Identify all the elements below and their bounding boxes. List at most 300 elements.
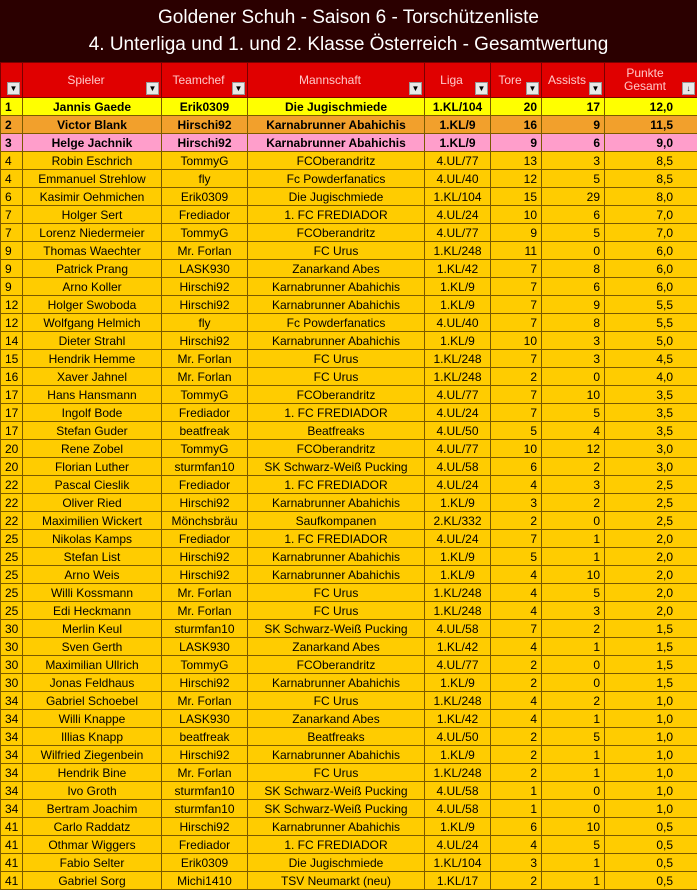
cell-assists: 3	[542, 602, 605, 620]
cell-rank: 9	[1, 260, 23, 278]
cell-teamchef: Mr. Forlan	[162, 242, 248, 260]
cell-mannschaft: Beatfreaks	[248, 728, 425, 746]
cell-tore: 1	[491, 782, 542, 800]
cell-liga: 1.KL/248	[425, 692, 491, 710]
cell-rank: 9	[1, 242, 23, 260]
table-row	[1, 584, 697, 602]
table-row	[1, 242, 697, 260]
cell-mannschaft: FC Urus	[248, 602, 425, 620]
filter-dropdown-icon[interactable]: ▼	[475, 82, 488, 95]
cell-liga: 1.KL/248	[425, 242, 491, 260]
cell-assists: 0	[542, 800, 605, 818]
cell-mannschaft: FCOberandritz	[248, 152, 425, 170]
cell-spieler: Bertram Joachim	[23, 800, 162, 818]
cell-liga: 4.UL/24	[425, 530, 491, 548]
cell-teamchef: fly	[162, 170, 248, 188]
cell-rank: 30	[1, 674, 23, 692]
cell-spieler: Emmanuel Strehlow	[23, 170, 162, 188]
cell-punkte: 2,5	[605, 494, 697, 512]
cell-teamchef: sturmfan10	[162, 458, 248, 476]
cell-punkte: 2,5	[605, 476, 697, 494]
cell-teamchef: Frediador	[162, 476, 248, 494]
cell-tore: 7	[491, 404, 542, 422]
cell-teamchef: sturmfan10	[162, 782, 248, 800]
cell-spieler: Maximilien Wickert	[23, 512, 162, 530]
cell-mannschaft: FCOberandritz	[248, 440, 425, 458]
cell-assists: 9	[542, 296, 605, 314]
cell-assists: 12	[542, 440, 605, 458]
cell-teamchef: Frediador	[162, 206, 248, 224]
cell-teamchef: Michi1410	[162, 872, 248, 890]
cell-rank: 34	[1, 728, 23, 746]
filter-dropdown-icon[interactable]: ▼	[7, 82, 20, 95]
table-row	[1, 656, 697, 674]
cell-punkte: 2,0	[605, 584, 697, 602]
cell-rank: 41	[1, 818, 23, 836]
cell-rank: 14	[1, 332, 23, 350]
cell-mannschaft: 1. FC FREDIADOR	[248, 530, 425, 548]
cell-mannschaft: Karnabrunner Abahichis	[248, 746, 425, 764]
cell-rank: 7	[1, 206, 23, 224]
cell-spieler: Wilfried Ziegenbein	[23, 746, 162, 764]
cell-punkte: 0,5	[605, 854, 697, 872]
cell-tore: 4	[491, 602, 542, 620]
cell-assists: 0	[542, 674, 605, 692]
cell-rank: 25	[1, 602, 23, 620]
cell-rank: 25	[1, 548, 23, 566]
cell-teamchef: TommyG	[162, 440, 248, 458]
cell-tore: 2	[491, 764, 542, 782]
table-row	[1, 728, 697, 746]
cell-mannschaft: Karnabrunner Abahichis	[248, 332, 425, 350]
cell-tore: 3	[491, 494, 542, 512]
cell-rank: 17	[1, 404, 23, 422]
cell-mannschaft: 1. FC FREDIADOR	[248, 476, 425, 494]
cell-tore: 3	[491, 854, 542, 872]
cell-tore: 5	[491, 548, 542, 566]
cell-rank: 2	[1, 116, 23, 134]
cell-tore: 7	[491, 296, 542, 314]
cell-liga: 4.UL/77	[425, 224, 491, 242]
cell-rank: 34	[1, 692, 23, 710]
cell-assists: 3	[542, 332, 605, 350]
table-row	[1, 98, 697, 116]
cell-tore: 6	[491, 818, 542, 836]
cell-punkte: 4,5	[605, 350, 697, 368]
cell-liga: 1.KL/104	[425, 98, 491, 116]
cell-tore: 1	[491, 800, 542, 818]
cell-teamchef: Hirschi92	[162, 746, 248, 764]
cell-assists: 1	[542, 638, 605, 656]
cell-liga: 4.UL/77	[425, 152, 491, 170]
cell-liga: 1.KL/248	[425, 350, 491, 368]
cell-mannschaft: Saufkompanen	[248, 512, 425, 530]
table-row	[1, 512, 697, 530]
cell-teamchef: Hirschi92	[162, 116, 248, 134]
cell-assists: 8	[542, 314, 605, 332]
cell-punkte: 7,0	[605, 224, 697, 242]
cell-liga: 4.UL/50	[425, 422, 491, 440]
cell-rank: 30	[1, 656, 23, 674]
cell-spieler: Maximilian Ullrich	[23, 656, 162, 674]
cell-assists: 10	[542, 818, 605, 836]
cell-mannschaft: FC Urus	[248, 584, 425, 602]
filter-dropdown-icon[interactable]: ▼	[232, 82, 245, 95]
cell-assists: 17	[542, 98, 605, 116]
cell-spieler: Florian Luther	[23, 458, 162, 476]
cell-liga: 1.KL/9	[425, 332, 491, 350]
table-row	[1, 296, 697, 314]
cell-mannschaft: Zanarkand Abes	[248, 638, 425, 656]
cell-mannschaft: TSV Neumarkt (neu)	[248, 872, 425, 890]
cell-spieler: Gabriel Schoebel	[23, 692, 162, 710]
cell-tore: 4	[491, 692, 542, 710]
cell-punkte: 7,0	[605, 206, 697, 224]
table-row	[1, 206, 697, 224]
cell-liga: 4.UL/58	[425, 800, 491, 818]
cell-mannschaft: FC Urus	[248, 764, 425, 782]
cell-rank: 41	[1, 836, 23, 854]
cell-assists: 1	[542, 530, 605, 548]
cell-rank: 7	[1, 224, 23, 242]
cell-tore: 10	[491, 206, 542, 224]
cell-liga: 4.UL/24	[425, 836, 491, 854]
cell-spieler: Arno Koller	[23, 278, 162, 296]
cell-assists: 5	[542, 224, 605, 242]
col-punkte-header: Punkte Gesamt ↓	[605, 63, 697, 98]
cell-rank: 9	[1, 278, 23, 296]
cell-assists: 3	[542, 476, 605, 494]
cell-rank: 25	[1, 530, 23, 548]
cell-punkte: 1,0	[605, 764, 697, 782]
cell-rank: 22	[1, 476, 23, 494]
cell-tore: 9	[491, 134, 542, 152]
cell-assists: 6	[542, 134, 605, 152]
cell-teamchef: sturmfan10	[162, 800, 248, 818]
cell-rank: 41	[1, 872, 23, 890]
cell-teamchef: Hirschi92	[162, 296, 248, 314]
cell-spieler: Hendrik Hemme	[23, 350, 162, 368]
table-row	[1, 854, 697, 872]
cell-spieler: Oliver Ried	[23, 494, 162, 512]
cell-liga: 4.UL/58	[425, 458, 491, 476]
cell-tore: 5	[491, 422, 542, 440]
cell-spieler: Carlo Raddatz	[23, 818, 162, 836]
cell-mannschaft: Karnabrunner Abahichis	[248, 566, 425, 584]
cell-rank: 20	[1, 458, 23, 476]
table-row	[1, 746, 697, 764]
filter-dropdown-icon[interactable]: ▼	[589, 82, 602, 95]
cell-assists: 6	[542, 206, 605, 224]
table-row	[1, 170, 697, 188]
cell-assists: 1	[542, 854, 605, 872]
cell-teamchef: fly	[162, 314, 248, 332]
cell-liga: 4.UL/77	[425, 440, 491, 458]
cell-teamchef: Mr. Forlan	[162, 368, 248, 386]
cell-assists: 1	[542, 710, 605, 728]
cell-liga: 4.UL/77	[425, 656, 491, 674]
table-row	[1, 458, 697, 476]
cell-punkte: 2,5	[605, 512, 697, 530]
cell-liga: 4.UL/24	[425, 404, 491, 422]
cell-teamchef: Frediador	[162, 530, 248, 548]
cell-mannschaft: Die Jugischmiede	[248, 98, 425, 116]
cell-spieler: Holger Sert	[23, 206, 162, 224]
cell-teamchef: sturmfan10	[162, 620, 248, 638]
cell-spieler: Othmar Wiggers	[23, 836, 162, 854]
cell-tore: 2	[491, 872, 542, 890]
cell-rank: 12	[1, 314, 23, 332]
cell-mannschaft: Zanarkand Abes	[248, 260, 425, 278]
cell-teamchef: beatfreak	[162, 422, 248, 440]
cell-tore: 2	[491, 674, 542, 692]
cell-liga: 1.KL/248	[425, 368, 491, 386]
cell-rank: 6	[1, 188, 23, 206]
cell-tore: 16	[491, 116, 542, 134]
cell-teamchef: Hirschi92	[162, 332, 248, 350]
cell-spieler: Arno Weis	[23, 566, 162, 584]
cell-assists: 2	[542, 620, 605, 638]
cell-mannschaft: Fc Powderfanatics	[248, 170, 425, 188]
filter-dropdown-icon[interactable]: ▼	[409, 82, 422, 95]
cell-mannschaft: FC Urus	[248, 368, 425, 386]
table-row	[1, 692, 697, 710]
cell-teamchef: Hirschi92	[162, 566, 248, 584]
cell-liga: 4.UL/40	[425, 170, 491, 188]
cell-spieler: Pascal Cieslik	[23, 476, 162, 494]
cell-mannschaft: Karnabrunner Abahichis	[248, 674, 425, 692]
cell-teamchef: Hirschi92	[162, 674, 248, 692]
cell-teamchef: Mr. Forlan	[162, 584, 248, 602]
table-row	[1, 782, 697, 800]
cell-punkte: 9,0	[605, 134, 697, 152]
cell-punkte: 2,0	[605, 602, 697, 620]
cell-rank: 34	[1, 746, 23, 764]
cell-liga: 1.KL/9	[425, 296, 491, 314]
table-row	[1, 710, 697, 728]
cell-liga: 1.KL/104	[425, 854, 491, 872]
cell-punkte: 3,5	[605, 422, 697, 440]
cell-assists: 10	[542, 566, 605, 584]
table-row	[1, 134, 697, 152]
cell-spieler: Sven Gerth	[23, 638, 162, 656]
cell-liga: 4.UL/24	[425, 206, 491, 224]
cell-mannschaft: FCOberandritz	[248, 386, 425, 404]
cell-teamchef: Mönchsbräu	[162, 512, 248, 530]
table-row	[1, 368, 697, 386]
cell-teamchef: Mr. Forlan	[162, 692, 248, 710]
cell-teamchef: Mr. Forlan	[162, 602, 248, 620]
header-row	[1, 63, 697, 98]
cell-assists: 5	[542, 836, 605, 854]
table-row	[1, 386, 697, 404]
filter-dropdown-icon[interactable]: ▼	[526, 82, 539, 95]
cell-rank: 22	[1, 512, 23, 530]
cell-assists: 0	[542, 782, 605, 800]
cell-liga: 1.KL/9	[425, 116, 491, 134]
cell-liga: 4.UL/58	[425, 782, 491, 800]
title-line-1: Goldener Schuh - Saison 6 - Torschützenliste	[0, 6, 697, 30]
cell-teamchef: Mr. Forlan	[162, 764, 248, 782]
cell-assists: 0	[542, 368, 605, 386]
cell-rank: 17	[1, 386, 23, 404]
cell-assists: 2	[542, 692, 605, 710]
cell-mannschaft: Karnabrunner Abahichis	[248, 548, 425, 566]
cell-mannschaft: 1. FC FREDIADOR	[248, 404, 425, 422]
cell-punkte: 5,0	[605, 332, 697, 350]
cell-mannschaft: Karnabrunner Abahichis	[248, 296, 425, 314]
cell-liga: 4.UL/40	[425, 314, 491, 332]
cell-liga: 1.KL/9	[425, 674, 491, 692]
cell-spieler: Willi Knappe	[23, 710, 162, 728]
cell-punkte: 3,5	[605, 404, 697, 422]
cell-tore: 7	[491, 350, 542, 368]
cell-liga: 1.KL/17	[425, 872, 491, 890]
cell-punkte: 1,5	[605, 656, 697, 674]
cell-spieler: Fabio Selter	[23, 854, 162, 872]
cell-teamchef: Erik0309	[162, 98, 248, 116]
cell-liga: 1.KL/42	[425, 638, 491, 656]
cell-spieler: Illias Knapp	[23, 728, 162, 746]
cell-assists: 5	[542, 584, 605, 602]
cell-spieler: Hans Hansmann	[23, 386, 162, 404]
cell-liga: 1.KL/9	[425, 746, 491, 764]
table-row	[1, 116, 697, 134]
cell-mannschaft: 1. FC FREDIADOR	[248, 206, 425, 224]
cell-spieler: Xaver Jahnel	[23, 368, 162, 386]
cell-mannschaft: FC Urus	[248, 692, 425, 710]
cell-punkte: 8,0	[605, 188, 697, 206]
cell-punkte: 0,5	[605, 818, 697, 836]
cell-punkte: 1,0	[605, 746, 697, 764]
cell-spieler: Helge Jachnik	[23, 134, 162, 152]
cell-mannschaft: Karnabrunner Abahichis	[248, 818, 425, 836]
cell-spieler: Edi Heckmann	[23, 602, 162, 620]
cell-assists: 10	[542, 386, 605, 404]
cell-rank: 12	[1, 296, 23, 314]
table-row	[1, 548, 697, 566]
cell-mannschaft: Karnabrunner Abahichis	[248, 134, 425, 152]
sort-descending-icon[interactable]: ↓	[682, 82, 695, 95]
cell-punkte: 5,5	[605, 314, 697, 332]
cell-liga: 1.KL/248	[425, 764, 491, 782]
col-mannschaft-header: Mannschaft ▼	[248, 63, 425, 98]
cell-assists: 4	[542, 422, 605, 440]
col-spieler-header: Spieler ▼	[23, 63, 162, 98]
cell-rank: 4	[1, 152, 23, 170]
cell-punkte: 8,5	[605, 170, 697, 188]
cell-assists: 1	[542, 764, 605, 782]
cell-punkte: 5,5	[605, 296, 697, 314]
cell-rank: 4	[1, 170, 23, 188]
cell-mannschaft: FC Urus	[248, 350, 425, 368]
cell-assists: 5	[542, 728, 605, 746]
cell-spieler: Jonas Feldhaus	[23, 674, 162, 692]
cell-teamchef: LASK930	[162, 260, 248, 278]
table-row	[1, 278, 697, 296]
cell-spieler: Victor Blank	[23, 116, 162, 134]
cell-tore: 4	[491, 584, 542, 602]
cell-tore: 2	[491, 656, 542, 674]
cell-spieler: Willi Kossmann	[23, 584, 162, 602]
cell-tore: 4	[491, 476, 542, 494]
table-row	[1, 800, 697, 818]
table-row	[1, 602, 697, 620]
cell-teamchef: Hirschi92	[162, 818, 248, 836]
table-row	[1, 422, 697, 440]
cell-assists: 2	[542, 494, 605, 512]
cell-spieler: Merlin Keul	[23, 620, 162, 638]
cell-punkte: 6,0	[605, 260, 697, 278]
cell-liga: 4.UL/50	[425, 728, 491, 746]
cell-tore: 10	[491, 332, 542, 350]
cell-mannschaft: Fc Powderfanatics	[248, 314, 425, 332]
cell-punkte: 0,5	[605, 836, 697, 854]
cell-rank: 3	[1, 134, 23, 152]
cell-mannschaft: FC Urus	[248, 242, 425, 260]
cell-tore: 11	[491, 242, 542, 260]
cell-liga: 1.KL/104	[425, 188, 491, 206]
cell-punkte: 1,0	[605, 710, 697, 728]
table-row	[1, 260, 697, 278]
cell-teamchef: LASK930	[162, 638, 248, 656]
cell-tore: 2	[491, 512, 542, 530]
cell-punkte: 3,0	[605, 440, 697, 458]
cell-liga: 1.KL/248	[425, 602, 491, 620]
cell-tore: 10	[491, 440, 542, 458]
cell-spieler: Stefan List	[23, 548, 162, 566]
title-line-2: 4. Unterliga und 1. und 2. Klasse Österreich - Gesamtwertung	[0, 33, 697, 57]
cell-tore: 7	[491, 620, 542, 638]
cell-teamchef: Hirschi92	[162, 278, 248, 296]
cell-punkte: 2,0	[605, 530, 697, 548]
table-row	[1, 638, 697, 656]
cell-teamchef: Mr. Forlan	[162, 350, 248, 368]
cell-liga: 1.KL/248	[425, 584, 491, 602]
cell-spieler: Rene Zobel	[23, 440, 162, 458]
cell-spieler: Wolfgang Helmich	[23, 314, 162, 332]
cell-punkte: 1,0	[605, 692, 697, 710]
cell-rank: 1	[1, 98, 23, 116]
filter-dropdown-icon[interactable]: ▼	[146, 82, 159, 95]
cell-mannschaft: Karnabrunner Abahichis	[248, 494, 425, 512]
cell-assists: 2	[542, 458, 605, 476]
cell-tore: 20	[491, 98, 542, 116]
cell-mannschaft: Die Jugischmiede	[248, 854, 425, 872]
cell-spieler: Lorenz Niedermeier	[23, 224, 162, 242]
cell-rank: 25	[1, 584, 23, 602]
cell-liga: 2.KL/332	[425, 512, 491, 530]
cell-liga: 4.UL/77	[425, 386, 491, 404]
cell-assists: 1	[542, 746, 605, 764]
table-row	[1, 764, 697, 782]
table-row	[1, 620, 697, 638]
cell-liga: 1.KL/42	[425, 260, 491, 278]
table-row	[1, 404, 697, 422]
table-row	[1, 332, 697, 350]
cell-tore: 12	[491, 170, 542, 188]
cell-tore: 2	[491, 368, 542, 386]
cell-punkte: 1,5	[605, 674, 697, 692]
cell-spieler: Thomas Waechter	[23, 242, 162, 260]
cell-assists: 5	[542, 170, 605, 188]
cell-liga: 1.KL/9	[425, 548, 491, 566]
table-row	[1, 566, 697, 584]
cell-tore: 4	[491, 710, 542, 728]
table-row	[1, 476, 697, 494]
cell-tore: 2	[491, 746, 542, 764]
table-row	[1, 440, 697, 458]
